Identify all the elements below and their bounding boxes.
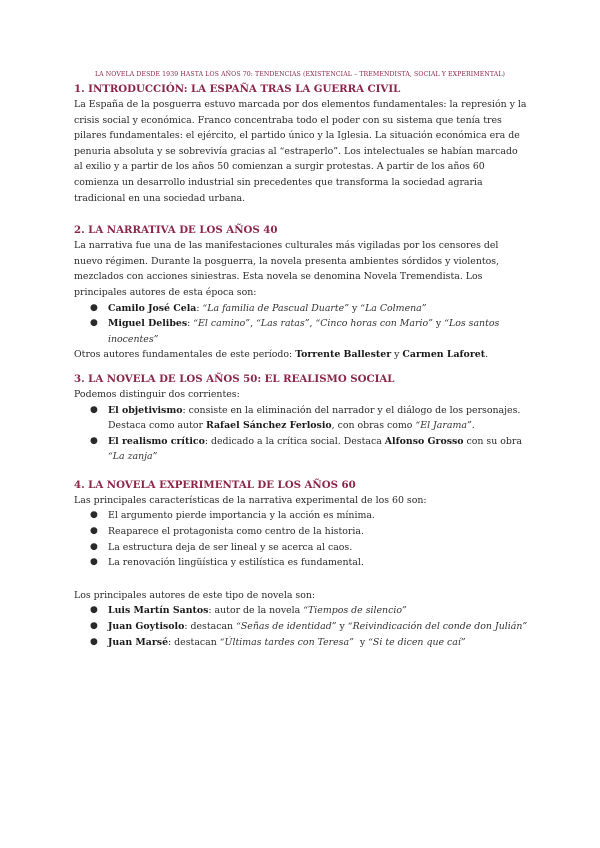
list-item — [74, 524, 529, 540]
features-list — [74, 508, 529, 570]
work-title: “Si te dicen que caí” — [368, 636, 466, 648]
bullet-icon: ● — [90, 318, 98, 329]
section-title-3: 3. LA NOVELA DE LOS AÑOS 50: EL REALISMO SOCIAL — [74, 372, 395, 385]
author-description: : autor de la novela — [208, 605, 304, 617]
feature-text: La renovación lingüística y estilística es fundamental. — [108, 557, 364, 569]
bullet-icon: ● — [90, 302, 98, 313]
work-title: “El Jarama” — [415, 420, 472, 432]
list-item — [74, 508, 529, 524]
authors-40-list — [74, 301, 529, 348]
term-name: El objetivismo — [108, 404, 183, 416]
work-title: “Las ratas” — [256, 318, 310, 330]
section-1-body: La España de la posguerra estuvo marcada por dos elementos fundamentales: la represión y la crisis social y económica. Franco concentraba todo el poder con su sistema que tenía tres pilares fundamentales: el ejército, el partido único y la Iglesia. La situación económica era de penuria absoluta y se sobrevivía gracias al “estraperlo”. Los intelectuales se habían marcado al exilio y a partir de los años 50 comienzan a surgir protestas. A partir de los años 60 comienza un desarrollo industrial sin precedentes que transforma la sociedad agraria tradicional en una sociedad urbana. — [74, 99, 527, 204]
conjunction: y — [353, 636, 369, 648]
section-4-intro: Las principales características de la narrativa experimental de los 60 son: — [74, 494, 427, 506]
bullet-icon: ● — [90, 621, 98, 632]
list-item — [74, 603, 529, 619]
list-item — [74, 540, 529, 556]
bullet-icon: ● — [90, 526, 98, 537]
author-name: Torrente Ballester — [295, 349, 392, 361]
bullet-icon: ● — [90, 557, 98, 568]
conjunction: y — [391, 349, 403, 361]
work-title: “La zanja” — [108, 451, 158, 463]
authors-60-list — [74, 603, 529, 650]
other-authors-text: Otros autores fundamentales de este período: — [74, 349, 296, 361]
feature-text: La estructura deja de ser lineal y se acerca al caos. — [108, 541, 353, 553]
term-description: con su obra — [463, 435, 522, 447]
term-description: : dedicado a la crítica social. Destaca — [204, 435, 385, 447]
section-novela-experimental — [74, 478, 529, 650]
document-header: LA NOVELA DESDE 1939 HASTA LOS AÑOS 70: TENDENCIAS (EXISTENCIAL – TREMENDISTA, SOCIAL Y EXPERIMENTAL) — [94, 71, 506, 78]
bullet-icon: ● — [90, 510, 98, 521]
term-name: El realismo crítico — [108, 435, 205, 447]
section-realismo-social — [74, 372, 529, 465]
author-name: Luis Martín Santos — [108, 605, 209, 617]
currents-list — [74, 403, 529, 465]
spacer — [74, 571, 529, 588]
work-title: “La familia de Pascual Duarte” — [202, 302, 350, 314]
conjunction: y — [336, 621, 348, 633]
list-item — [74, 403, 529, 434]
list-item — [74, 635, 529, 651]
conjunction: y — [349, 302, 361, 314]
section-3-intro: Podemos distinguir dos corrientes: — [74, 388, 240, 400]
term-description: : consiste en la eliminación del narrador y el diálogo de los personajes. Destaca como autor — [108, 404, 521, 432]
work-title: “Tiempos de silencio” — [303, 605, 407, 617]
section-2-body: La narrativa fue una de las manifestaciones culturales más vigiladas por los censores del nuevo régimen. Durante la posguerra, la novela presenta ambientes sórdidos y violentos, mezclados con acciones siniestras. Esta novela se denomina Novela Tremendista. Los principales autores de esta época son: — [74, 240, 500, 298]
work-title: “El camino” — [193, 318, 251, 330]
author-name: Carmen Laforet — [402, 349, 486, 361]
separator: : — [187, 318, 194, 330]
list-item — [74, 301, 529, 317]
list-item — [74, 434, 529, 465]
author-name: Camilo José Cela — [108, 302, 197, 314]
feature-text: El argumento pierde importancia y la acción es mínima. — [108, 510, 375, 522]
author-name: Rafael Sánchez Ferlosio — [205, 420, 332, 432]
work-title: “Los santos inocentes” — [108, 318, 500, 345]
section-narrativa-40 — [74, 223, 529, 363]
separator: , — [250, 318, 257, 330]
bullet-icon: ● — [90, 541, 98, 552]
conjunction: y — [432, 318, 445, 330]
bullet-icon: ● — [90, 605, 98, 616]
author-description: : destacan — [184, 621, 237, 633]
section-title-2: 2. LA NARRATIVA DE LOS AÑOS 40 — [74, 224, 278, 237]
section-title-4: 4. LA NOVELA EXPERIMENTAL DE LOS AÑOS 60 — [74, 478, 356, 491]
term-description: , con obras como — [331, 420, 416, 432]
work-title: “La Colmena” — [360, 302, 427, 314]
work-title: “Reivindicación del conde don Julián” — [347, 621, 528, 633]
document-body — [74, 82, 529, 650]
feature-text: Reaparece el protagonista como centro de la historia. — [108, 526, 364, 538]
author-name: Juan Goytisolo — [108, 621, 185, 633]
separator: , — [309, 318, 316, 330]
section-title-1: 1. INTRODUCCIÓN: LA ESPAÑA TRAS LA GUERRA CIVIL — [74, 83, 401, 95]
list-item — [74, 619, 529, 635]
author-description: : destacan — [168, 636, 220, 648]
bullet-icon: ● — [90, 636, 98, 647]
list-item — [74, 555, 529, 571]
section-introduction — [74, 82, 529, 206]
authors-60-intro: Los principales autores de este tipo de novela son: — [74, 589, 316, 601]
separator: : — [196, 302, 203, 314]
work-title: “Cinco horas con Mario” — [315, 318, 433, 330]
bullet-icon: ● — [90, 435, 98, 446]
author-name: Juan Marsé — [108, 636, 169, 648]
period: . — [485, 349, 489, 361]
work-title: “Últimas tardes con Teresa” — [219, 636, 354, 648]
author-name: Miguel Delibes — [108, 318, 188, 330]
period: . — [471, 420, 475, 432]
list-item — [74, 316, 529, 347]
author-name: Alfonso Grosso — [384, 435, 464, 447]
work-title: “Señas de identidad” — [236, 621, 337, 633]
bullet-icon: ● — [90, 404, 98, 415]
other-authors-line — [74, 347, 529, 363]
